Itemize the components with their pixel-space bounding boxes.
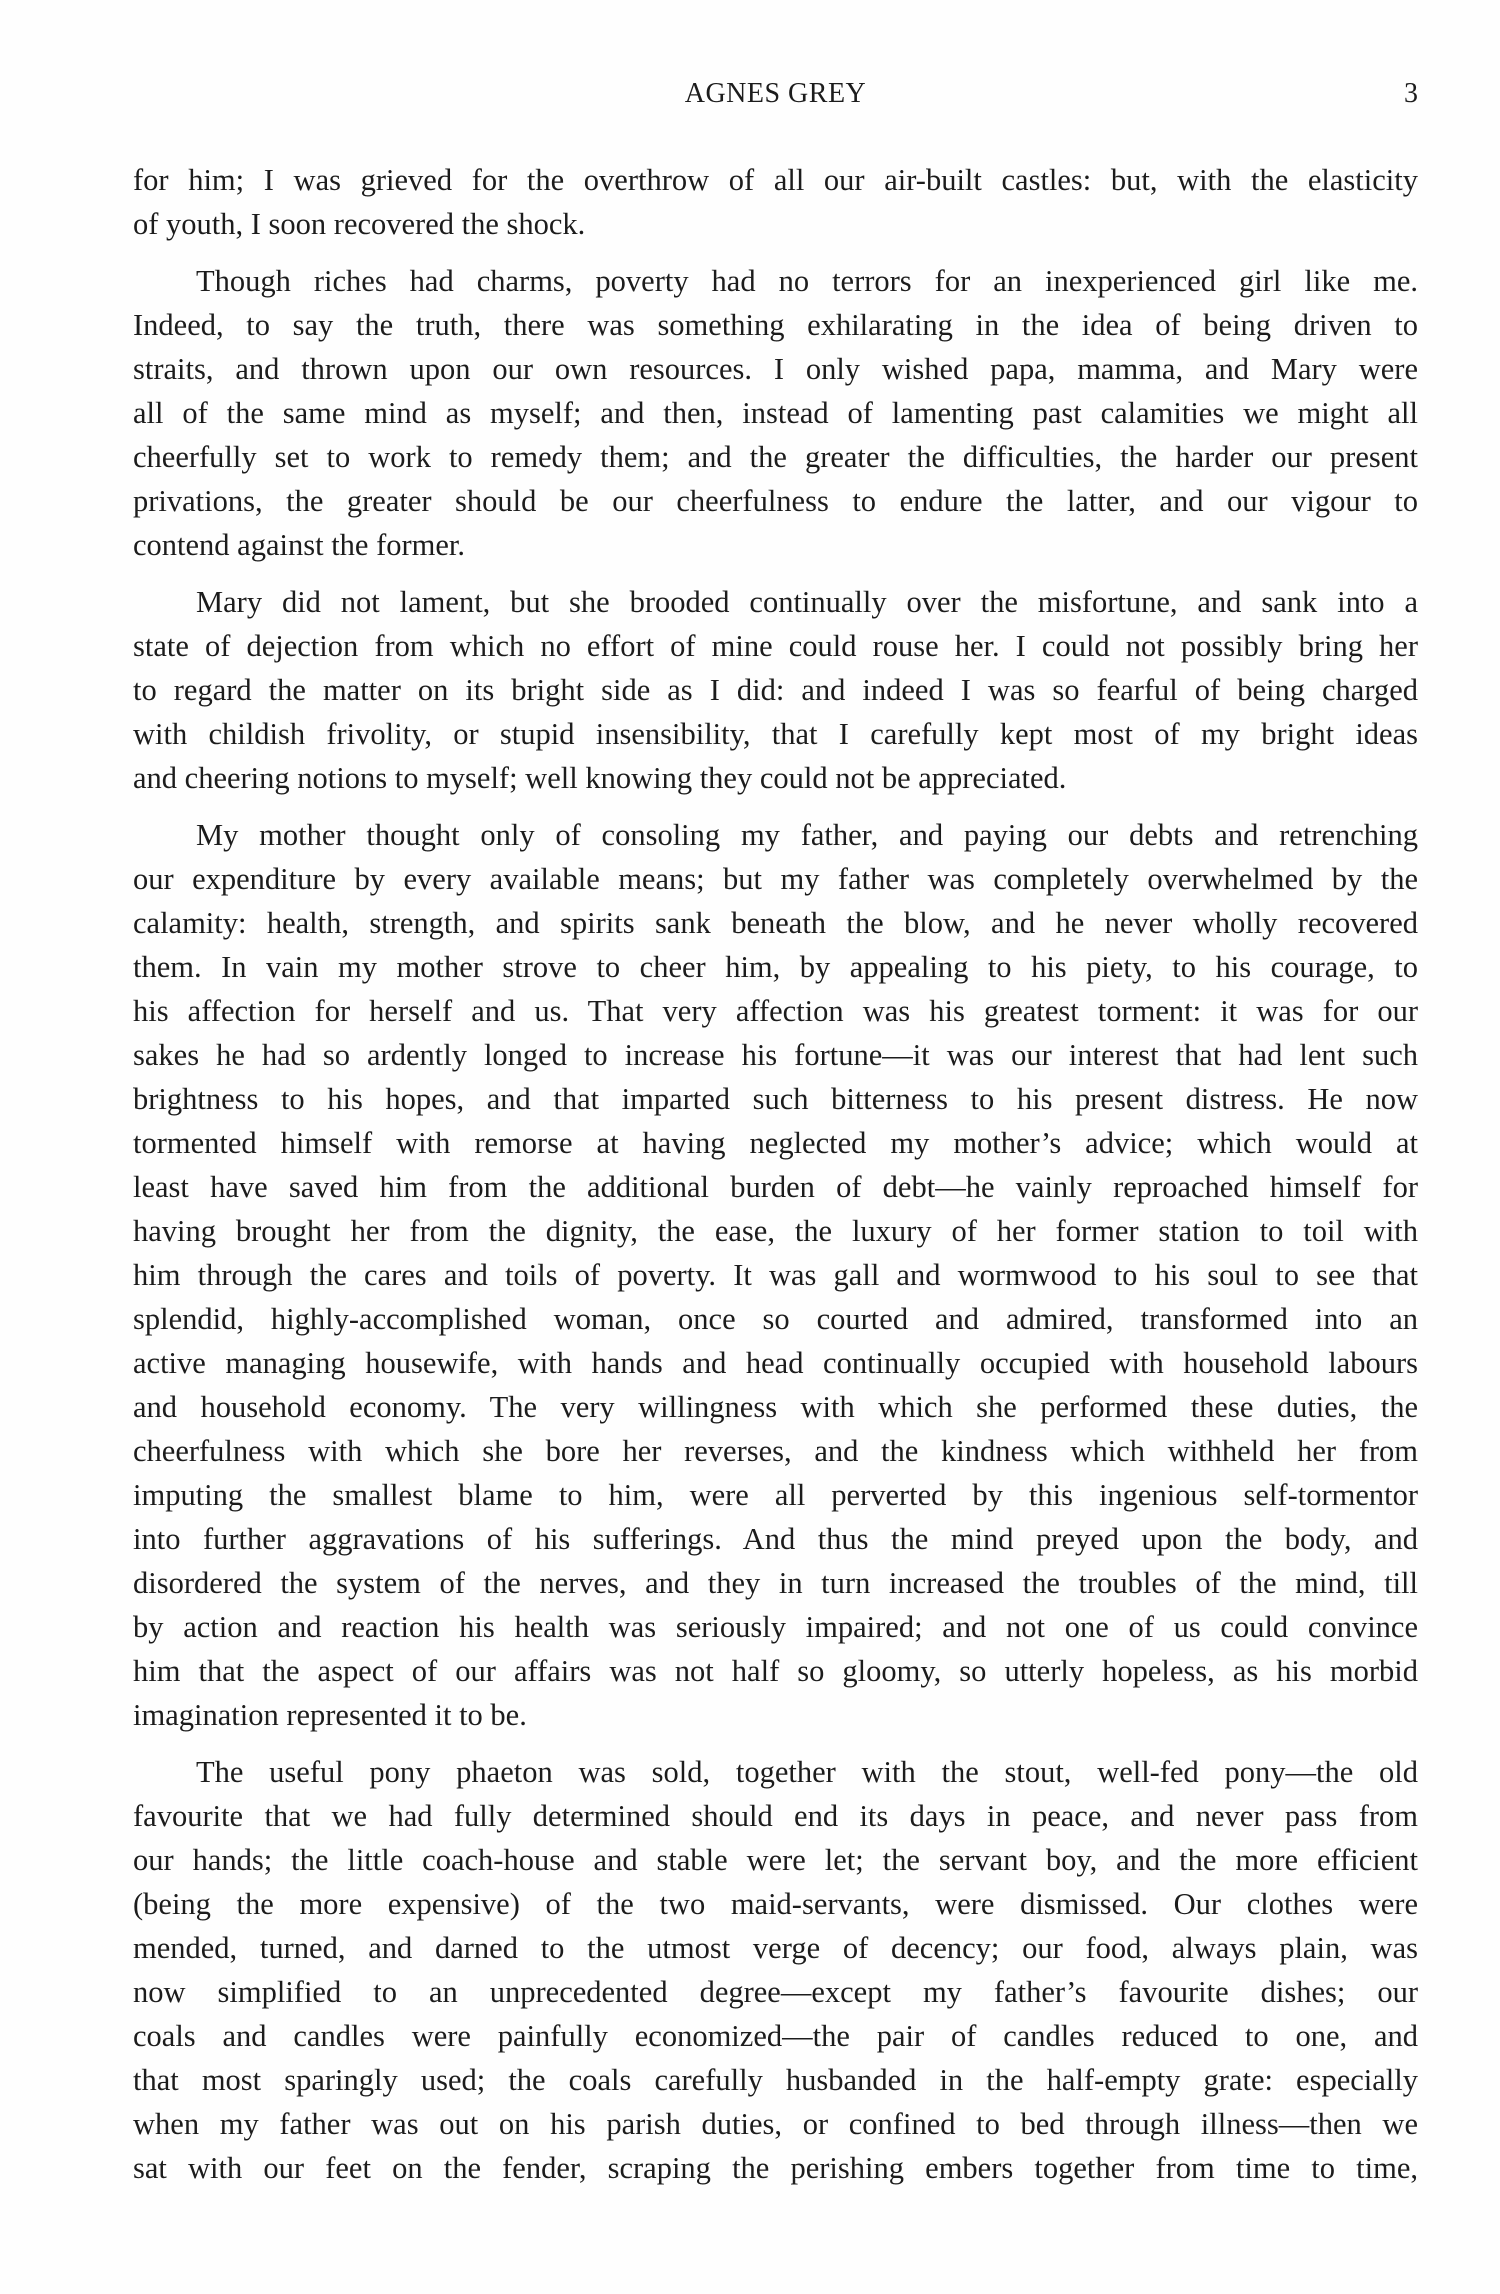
- text-line: our expenditure by every available means; but my father was completely overwhelmed by the: [133, 862, 1418, 896]
- body-text: [133, 158, 1418, 2203]
- text-line: his affection for herself and us. That very affection was his greatest torment: it was for our: [133, 994, 1418, 1028]
- text-line: (being the more expensive) of the two maid-servants, were dismissed. Our clothes were: [133, 1887, 1418, 1921]
- text-line: brightness to his hopes, and that imparted such bitterness to his present distress. He now: [133, 1082, 1418, 1116]
- text-line: active managing housewife, with hands and head continually occupied with household labours: [133, 1346, 1418, 1380]
- text-line: My mother thought only of consoling my father, and paying our debts and retrenching: [196, 818, 1418, 852]
- paragraph: [133, 158, 1418, 246]
- text-line: sat with our feet on the fender, scraping the perishing embers together from time to time,: [133, 2151, 1418, 2185]
- text-line: straits, and thrown upon our own resources. I only wished papa, mamma, and Mary were: [133, 352, 1418, 386]
- text-line: and cheering notions to myself; well knowing they could not be appreciated.: [133, 761, 1067, 795]
- running-head: [133, 74, 1418, 114]
- text-line: coals and candles were painfully economized—the pair of candles reduced to one, and: [133, 2019, 1418, 2053]
- text-line: imputing the smallest blame to him, were all perverted by this ingenious self-tormentor: [133, 1478, 1418, 1512]
- paragraph: [133, 259, 1418, 567]
- text-line: state of dejection from which no effort of mine could rouse her. I could not possibly bring her: [133, 629, 1418, 663]
- text-line: Mary did not lament, but she brooded continually over the misfortune, and sank into a: [196, 585, 1418, 619]
- text-line: for him; I was grieved for the overthrow of all our air-built castles: but, with the elasticity: [133, 163, 1418, 197]
- text-line: mended, turned, and darned to the utmost verge of decency; our food, always plain, was: [133, 1931, 1418, 1965]
- text-line: Indeed, to say the truth, there was something exhilarating in the idea of being driven to: [133, 308, 1418, 342]
- text-line: with childish frivolity, or stupid insensibility, that I carefully kept most of my bright ideas: [133, 717, 1418, 751]
- text-line: of youth, I soon recovered the shock.: [133, 207, 586, 241]
- text-line: sakes he had so ardently longed to increase his fortune—it was our interest that had lent such: [133, 1038, 1418, 1072]
- text-line: splendid, highly-accomplished woman, once so courted and admired, transformed into an: [133, 1302, 1418, 1336]
- text-line: them. In vain my mother strove to cheer him, by appealing to his piety, to his courage, to: [133, 950, 1418, 984]
- paragraph: [133, 580, 1418, 800]
- text-line: now simplified to an unprecedented degree—except my father’s favourite dishes; our: [133, 1975, 1418, 2009]
- text-line: into further aggravations of his sufferings. And thus the mind preyed upon the body, and: [133, 1522, 1418, 1556]
- text-line: tormented himself with remorse at having neglected my mother’s advice; which would at: [133, 1126, 1418, 1160]
- text-line: least have saved him from the additional burden of debt—he vainly reproached himself for: [133, 1170, 1418, 1204]
- text-line: privations, the greater should be our cheerfulness to endure the latter, and our vigour to: [133, 484, 1418, 518]
- paragraph: [133, 813, 1418, 1737]
- text-line: when my father was out on his parish duties, or confined to bed through illness—then we: [133, 2107, 1418, 2141]
- page-number: 3: [1404, 78, 1418, 109]
- text-line: cheerfully set to work to remedy them; and the greater the difficulties, the harder our present: [133, 440, 1418, 474]
- text-line: our hands; the little coach-house and stable were let; the servant boy, and the more efficient: [133, 1843, 1418, 1877]
- text-line: and household economy. The very willingness with which she performed these duties, the: [133, 1390, 1418, 1424]
- text-line: The useful pony phaeton was sold, together with the stout, well-fed pony—the old: [196, 1755, 1418, 1789]
- text-line: all of the same mind as myself; and then, instead of lamenting past calamities we might all: [133, 396, 1418, 430]
- text-line: to regard the matter on its bright side as I did: and indeed I was so fearful of being charged: [133, 673, 1418, 707]
- paragraph: [133, 1750, 1418, 2190]
- text-line: calamity: health, strength, and spirits sank beneath the blow, and he never wholly recovered: [133, 906, 1418, 940]
- text-line: by action and reaction his health was seriously impaired; and not one of us could convince: [133, 1610, 1418, 1644]
- text-line: him that the aspect of our affairs was not half so gloomy, so utterly hopeless, as his morbid: [133, 1654, 1418, 1688]
- text-line: Though riches had charms, poverty had no terrors for an inexperienced girl like me.: [196, 264, 1418, 298]
- text-line: contend against the former.: [133, 528, 466, 562]
- text-line: cheerfulness with which she bore her reverses, and the kindness which withheld her from: [133, 1434, 1418, 1468]
- text-line: favourite that we had fully determined should end its days in peace, and never pass from: [133, 1799, 1418, 1833]
- text-line: having brought her from the dignity, the ease, the luxury of her former station to toil with: [133, 1214, 1418, 1248]
- running-title: AGNES GREY: [684, 78, 867, 109]
- text-line: that most sparingly used; the coals carefully husbanded in the half-empty grate: especially: [133, 2063, 1418, 2097]
- text-line: imagination represented it to be.: [133, 1698, 527, 1732]
- text-line: disordered the system of the nerves, and they in turn increased the troubles of the mind, till: [133, 1566, 1418, 1600]
- text-line: him through the cares and toils of poverty. It was gall and wormwood to his soul to see that: [133, 1258, 1418, 1292]
